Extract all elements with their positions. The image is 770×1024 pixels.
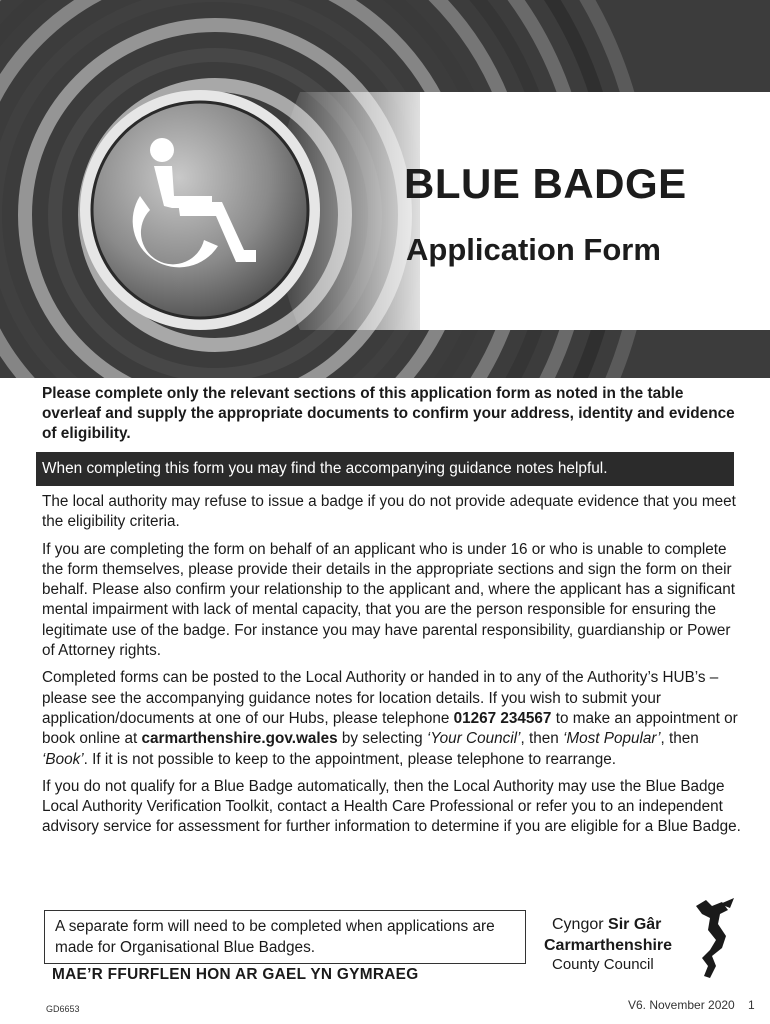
- menu-selection: ‘Most Popular’: [562, 730, 661, 748]
- submission-text: to make an appointment or book online at: [42, 709, 738, 748]
- submission-text: Completed forms can be posted to the Local Authority or handed in to any of the Authority’s HUB’s – please see the accompanying guidance notes for location details. If you wish to submit your application/documents at one of our Hubs, please telephone: [42, 669, 719, 727]
- logo-council-label: County Council: [552, 956, 654, 973]
- submission-text: . If it is not possible to keep to the appointment, please telephone to rearrange.: [83, 750, 617, 768]
- menu-selection: ‘Your Council’: [426, 730, 521, 748]
- phone-number: 01267 234567: [453, 709, 552, 727]
- welsh-notice: MAE’R FFURFLEN HON AR GAEL YN GYMRAEG: [52, 966, 419, 983]
- page-number: 1: [748, 998, 755, 1012]
- submission-text: by selecting: [337, 730, 427, 748]
- council-logo: [540, 896, 740, 986]
- paragraph-eligibility: If you do not qualify for a Blue Badge automatically, then the Local Authority may use the Blue Badge Local Authority Verification Toolkit, contact a Health Care Professional or refer you to an independent advisory service for assessment for further information to determine if you are eligible for a Blue Badge.: [42, 777, 741, 836]
- paragraph-evidence: The local authority may refuse to issue a badge if you do not provide adequate evidence that you meet the eligibility criteria.: [42, 493, 736, 531]
- submission-text: , then: [520, 730, 563, 748]
- document-code: GD6653: [46, 1004, 80, 1014]
- guidance-banner: When completing this form you may find the accompanying guidance notes helpful.: [36, 452, 734, 486]
- paragraph-on-behalf: If you are completing the form on behalf of an applicant who is under 16 or who is unable to complete the form themselves, please provide their details in the appropriate sections and sign the form on their behalf. Please also confirm your relationship to the applicant and, where the applicant has a significant mental impairment with lack of mental capacity, that you are the person responsible for ensuring the legitimate use of the badge. For instance you may have parental responsibility, guardianship or Power of Attorney rights.: [42, 540, 736, 660]
- body-text: [42, 492, 742, 845]
- document-subtitle: Application Form: [406, 232, 661, 267]
- logo-text: Sir Gâr: [608, 916, 662, 933]
- submission-text: , then: [660, 730, 699, 748]
- intro-text: Please complete only the relevant sections of this application form as noted in the table overleaf and supply the appropriate documents to confirm your address, identity and evidence of eligibility.: [42, 385, 735, 442]
- paragraph-submission: [42, 668, 742, 769]
- website-link[interactable]: carmarthenshire.gov.wales: [141, 730, 338, 748]
- dragon-icon: [690, 896, 736, 982]
- version-label: V6. November 2020: [628, 998, 735, 1012]
- logo-english-name: Carmarthenshire: [544, 937, 673, 954]
- organisational-note: A separate form will need to be completed when applications are made for Organisational Blue Badges.: [44, 910, 526, 964]
- menu-selection: ‘Book’: [42, 750, 84, 768]
- document-title: BLUE BADGE: [404, 160, 687, 207]
- logo-welsh-name: [552, 916, 661, 934]
- logo-text: Cyngor: [552, 916, 609, 933]
